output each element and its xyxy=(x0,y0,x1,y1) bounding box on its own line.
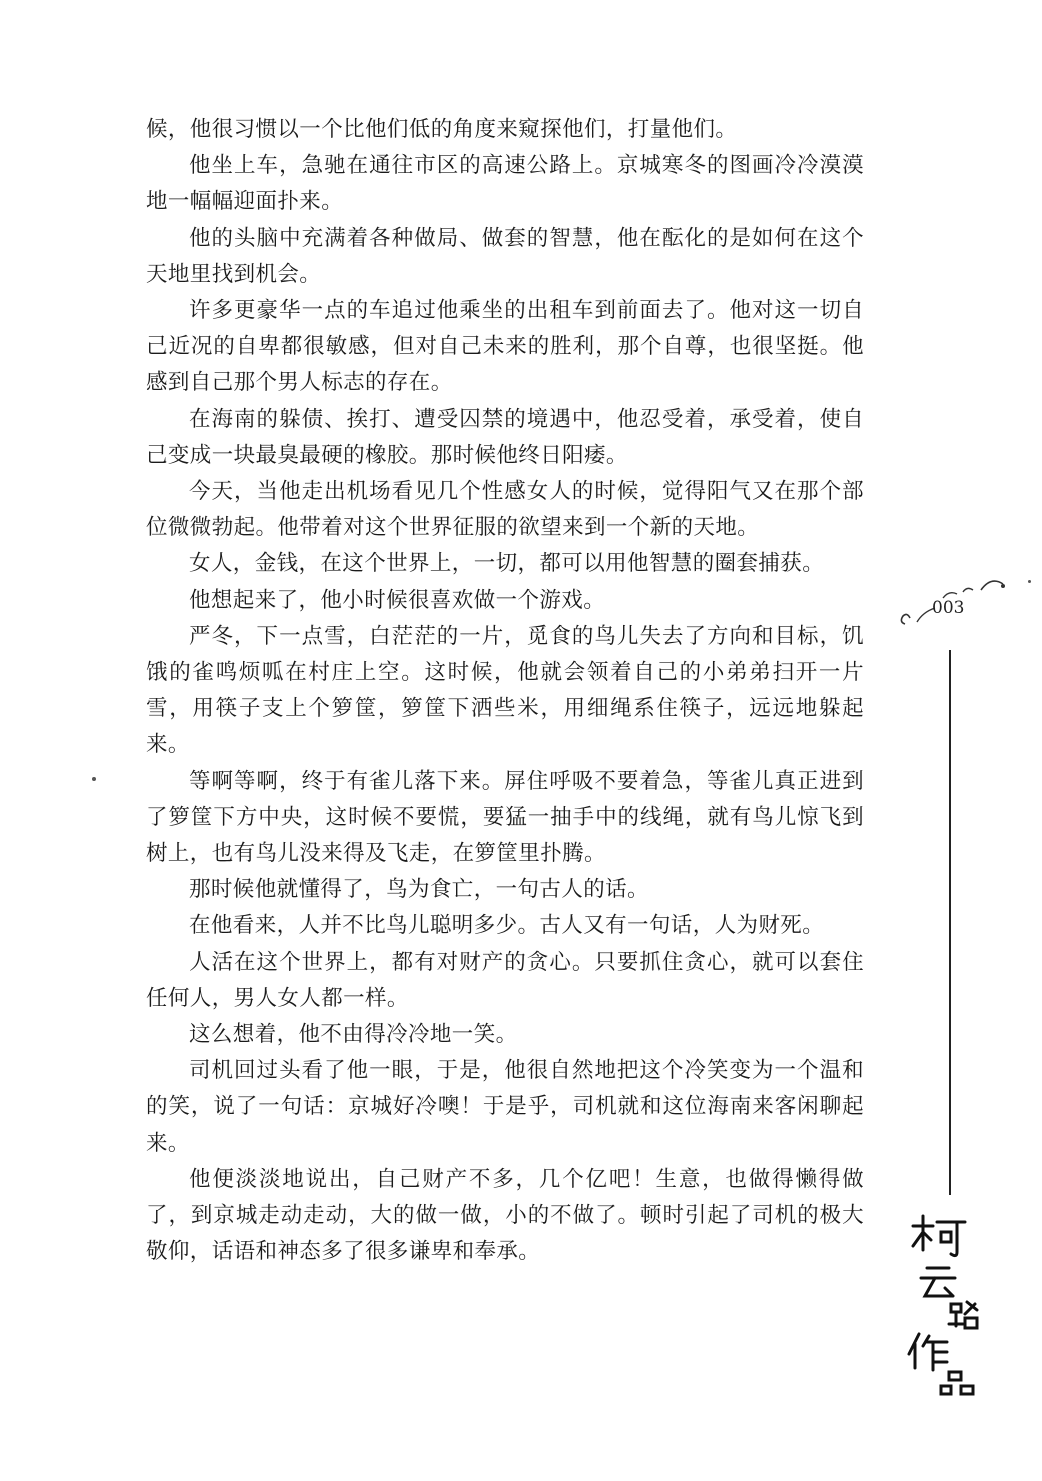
margin-rule xyxy=(949,650,951,1195)
paragraph: 司机回过头看了他一眼，于是，他很自然地把这个冷笑变为一个温和的笑，说了一句话：京城好冷噢！于是乎，司机就和这位海南来客闲聊起来。 xyxy=(146,1058,864,1156)
paragraph: 那时候他就懂得了，鸟为食亡，一句古人的话。 xyxy=(189,877,649,903)
paragraph: 严冬，下一点雪，白茫茫的一片，觅食的鸟儿失去了方向和目标，饥饿的雀鸣烦呱在村庄上空。这时候，他就会领着自己的小弟弟扫开一片雪，用筷子支上个箩筐，箩筐下洒些米，用细绳系住筷子，远远地躲起来。 xyxy=(146,623,864,758)
paragraph: 他的头脑中充满着各种做局、做套的智慧，他在酝化的是如何在这个天地里找到机会。 xyxy=(146,225,864,287)
paragraph: 今天，当他走出机场看见几个性感女人的时候，觉得阳气又在那个部位微微勃起。他带着对这个世界征服的欲望来到一个新的天地。 xyxy=(146,479,864,541)
paragraph: 在他看来，人并不比鸟儿聪明多少。古人又有一句话，人为财死。 xyxy=(189,913,825,939)
paragraph: 等啊等啊，终于有雀儿落下来。屏住呼吸不要着急，等雀儿真正进到了箩筐下方中央，这时候不要慌，要猛一抽手中的线绳，就有鸟儿惊飞到树上，也有鸟儿没来得及飞走，在箩筐里扑腾。 xyxy=(146,768,864,867)
page-number: 003 xyxy=(932,598,965,618)
paragraph: 候，他很习惯以一个比他们低的角度来窥探他们，打量他们。 xyxy=(146,117,738,142)
paragraph: 他想起来了，他小时候很喜欢做一个游戏。 xyxy=(189,587,606,613)
paragraph: 人活在这个世界上，都有对财产的贪心。只要抓住贪心，就可以套住任何人，男人女人都一样。 xyxy=(146,949,864,1011)
paragraph: 他便淡淡地说出，自己财产不多，几个亿吧！生意，也做得懒得做了，到京城走动走动，大的做一做，小的不做了。顿时引起了司机的极大敬仰，话语和神态多了很多谦卑和奉承。 xyxy=(146,1166,864,1265)
scan-speck xyxy=(92,777,96,781)
paragraph: 许多更豪华一点的车追过他乘坐的出租车到前面去了。他对这一切自己近况的自卑都很敏感，但对自己未来的胜利，那个自尊，也很坚挺。他感到自己那个男人标志的存在。 xyxy=(146,298,864,396)
paragraph: 女人，金钱，在这个世界上，一切，都可以用他智慧的圈套捕获。 xyxy=(189,551,825,577)
paragraph: 他坐上车，急驰在通往市区的高速公路上。京城寒冬的图画冷冷漠漠地一幅幅迎面扑来。 xyxy=(146,153,864,215)
body-text xyxy=(146,112,864,1271)
paragraph: 这么想着，他不由得冷冷地一笑。 xyxy=(189,1022,518,1048)
paragraph: 在海南的躲债、挨打、遭受囚禁的境遇中，他忍受着，承受着，使自己变成一块最臭最硬的橡胶。那时候他终日阳痿。 xyxy=(146,406,864,468)
scan-speck xyxy=(1028,580,1031,583)
handwritten-signature-icon xyxy=(905,1212,985,1402)
